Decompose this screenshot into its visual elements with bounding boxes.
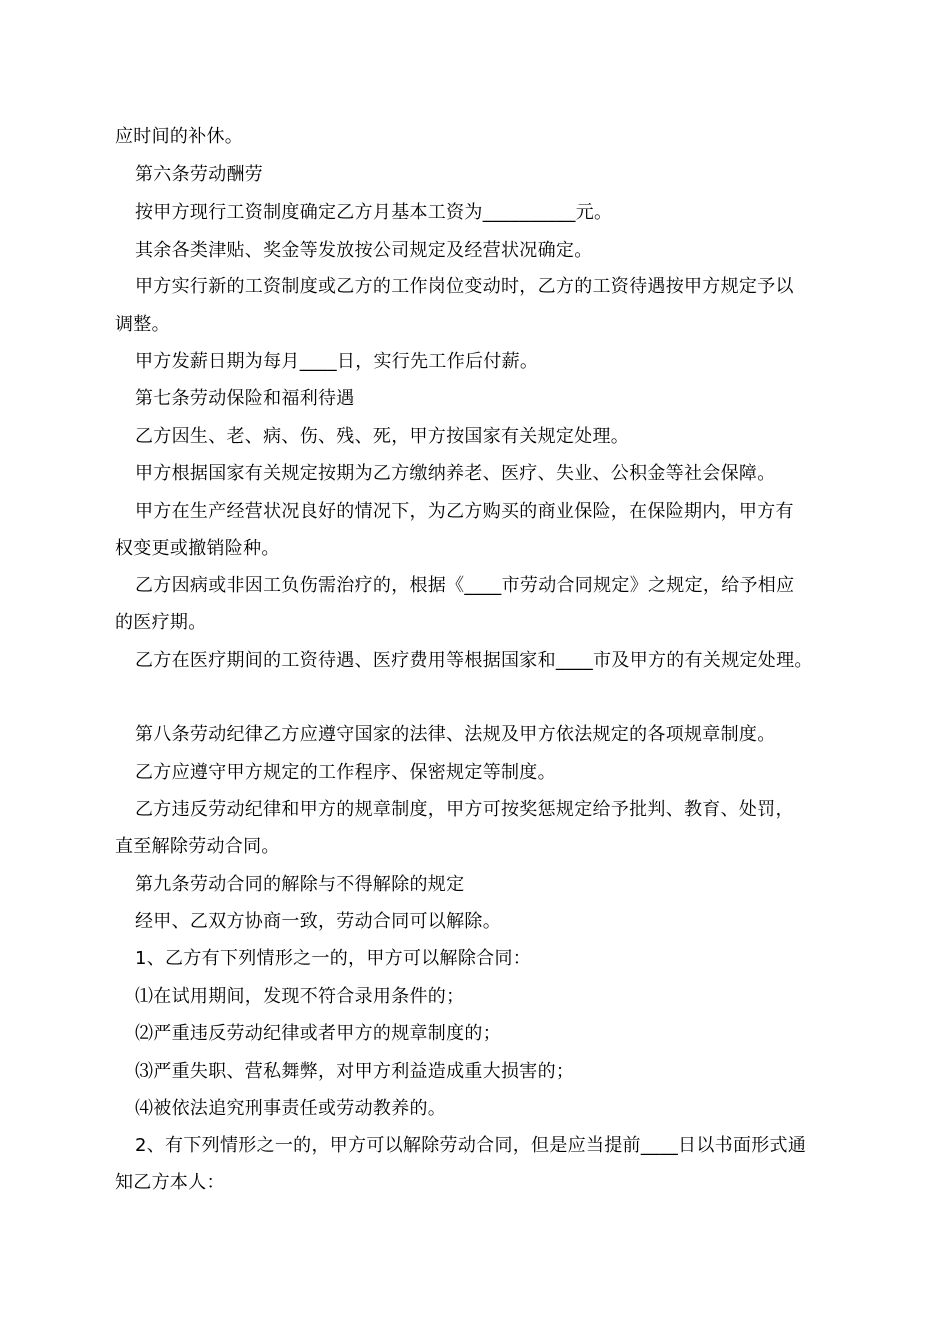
text-line: 权变更或撤销险种。	[115, 538, 280, 559]
list-item: 2、有下列情形之一的，甲方可以解除劳动合同，但是应当提前____日以书面形式通	[135, 1135, 807, 1156]
text-line: 乙方违反劳动纪律和甲方的规章制度，甲方可按奖惩规定给予批判、教育、处罚，	[135, 799, 794, 820]
text-line: 甲方实行新的工资制度或乙方的工作岗位变动时，乙方的工资待遇按甲方规定予以	[135, 276, 794, 297]
text-line: 甲方在生产经营状况良好的情况下，为乙方购买的商业保险，在保险期内，甲方有	[135, 501, 794, 522]
section-heading: 第九条劳动合同的解除与不得解除的规定	[135, 874, 465, 895]
text-line: 按甲方现行工资制度确定乙方月基本工资为__________元。	[135, 202, 613, 223]
text-line: 应时间的补休。	[115, 126, 244, 147]
list-item: 1、乙方有下列情形之一的，甲方可以解除合同：	[135, 948, 532, 969]
list-item: ⑷被依法追究刑事责任或劳动教养的。	[135, 1098, 447, 1119]
list-item: ⑴在试用期间，发现不符合录用条件的；	[135, 986, 465, 1007]
text-line: 甲方发薪日期为每月____日，实行先工作后付薪。	[135, 351, 539, 372]
list-item: ⑶严重失职、营私舞弊，对甲方利益造成重大损害的；	[135, 1061, 575, 1082]
text-line: 的医疗期。	[115, 612, 207, 633]
section-heading: 第八条劳动纪律乙方应遵守国家的法律、法规及甲方依法规定的各项规章制度。	[135, 724, 776, 745]
text-line: 甲方根据国家有关规定按期为乙方缴纳养老、医疗、失业、公积金等社会保障。	[135, 463, 776, 484]
section-heading: 第六条劳动酬劳	[135, 164, 264, 185]
text-line: 知乙方本人：	[115, 1172, 225, 1193]
text-line: 乙方应遵守甲方规定的工作程序、保密规定等制度。	[135, 762, 556, 783]
text-line: 乙方因病或非因工负伤需治疗的，根据《____市劳动合同规定》之规定，给予相应	[135, 575, 795, 596]
text-line: 经甲、乙双方协商一致，劳动合同可以解除。	[135, 911, 501, 932]
text-line: 直至解除劳动合同。	[115, 836, 280, 857]
text-line: 其余各类津贴、奖金等发放按公司规定及经营状况确定。	[135, 240, 593, 261]
text-line: 乙方在医疗期间的工资待遇、医疗费用等根据国家和____市及甲方的有关规定处理。	[135, 650, 813, 671]
list-item: ⑵严重违反劳动纪律或者甲方的规章制度的；	[135, 1023, 501, 1044]
text-line: 乙方因生、老、病、伤、残、死，甲方按国家有关规定处理。	[135, 426, 630, 447]
section-heading: 第七条劳动保险和福利待遇	[135, 388, 355, 409]
text-line: 调整。	[115, 314, 170, 335]
